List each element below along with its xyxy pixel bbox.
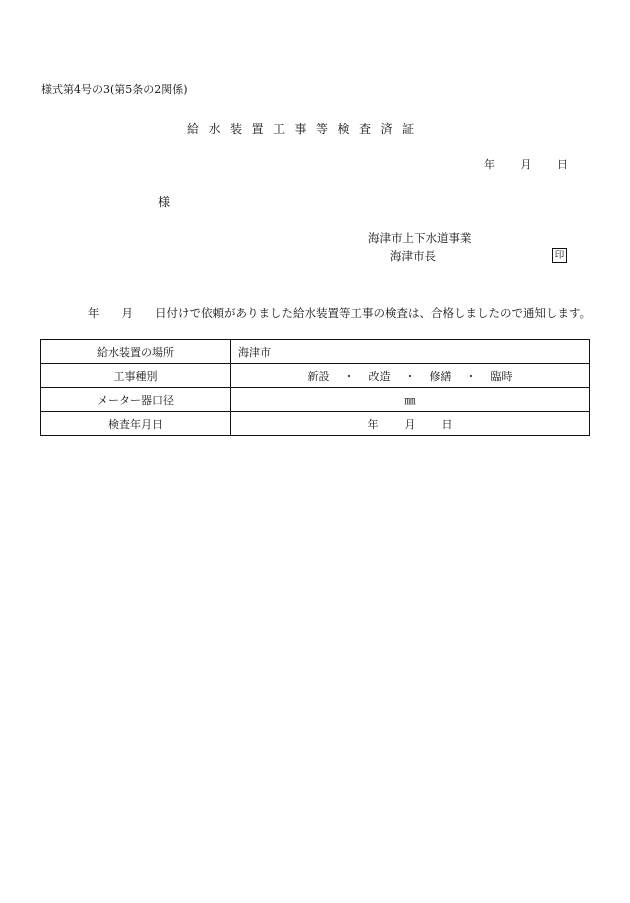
notification-text bbox=[88, 305, 591, 321]
body-year-label: 年 bbox=[88, 306, 100, 320]
date-month-label: 月 bbox=[520, 158, 532, 171]
body-sentence: 日付けで依頼がありました給水装置等工事の検査は、合格しましたので通知します。 bbox=[155, 306, 592, 320]
option-separator: ・ bbox=[404, 369, 416, 383]
inspection-date-value bbox=[231, 412, 590, 436]
table-row bbox=[41, 412, 590, 436]
date-year-label: 年 bbox=[484, 158, 495, 171]
option-separator: ・ bbox=[343, 369, 355, 383]
location-value: 海津市 bbox=[231, 340, 590, 364]
row-label-work-type: 工事種別 bbox=[41, 364, 231, 388]
inspection-year-label: 年 bbox=[367, 417, 379, 431]
seal-box: 印 bbox=[552, 248, 567, 263]
table-row bbox=[41, 388, 590, 412]
row-label-inspection-date: 検査年月日 bbox=[41, 412, 231, 436]
date-day-label: 日 bbox=[557, 158, 568, 171]
addressee-suffix: 様 bbox=[158, 195, 171, 209]
issuer-name: 海津市長 bbox=[390, 249, 436, 263]
form-number: 様式第4号の3(第5条の2関係) bbox=[41, 83, 188, 96]
inspection-month-label: 月 bbox=[404, 417, 416, 431]
inspection-day-label: 日 bbox=[441, 417, 453, 431]
row-label-location: 給水装置の場所 bbox=[41, 340, 231, 364]
meter-diameter-unit: ㎜ bbox=[231, 388, 590, 412]
document-title: 給水装置工事等検査済証 bbox=[187, 122, 424, 136]
work-type-option-remodel: 改造 bbox=[368, 369, 391, 383]
work-type-option-repair: 修繕 bbox=[429, 369, 452, 383]
inspection-details-table bbox=[40, 339, 590, 436]
work-type-option-new: 新設 bbox=[307, 369, 330, 383]
issue-date bbox=[484, 156, 568, 172]
table-row bbox=[41, 340, 590, 364]
issuer-organization: 海津市上下水道事業 bbox=[368, 231, 472, 245]
row-label-meter-diameter: メーター器口径 bbox=[41, 388, 231, 412]
work-type-option-temporary: 臨時 bbox=[490, 369, 513, 383]
work-type-options bbox=[231, 364, 590, 388]
body-month-label: 月 bbox=[121, 306, 133, 320]
table-row bbox=[41, 364, 590, 388]
option-separator: ・ bbox=[465, 369, 477, 383]
